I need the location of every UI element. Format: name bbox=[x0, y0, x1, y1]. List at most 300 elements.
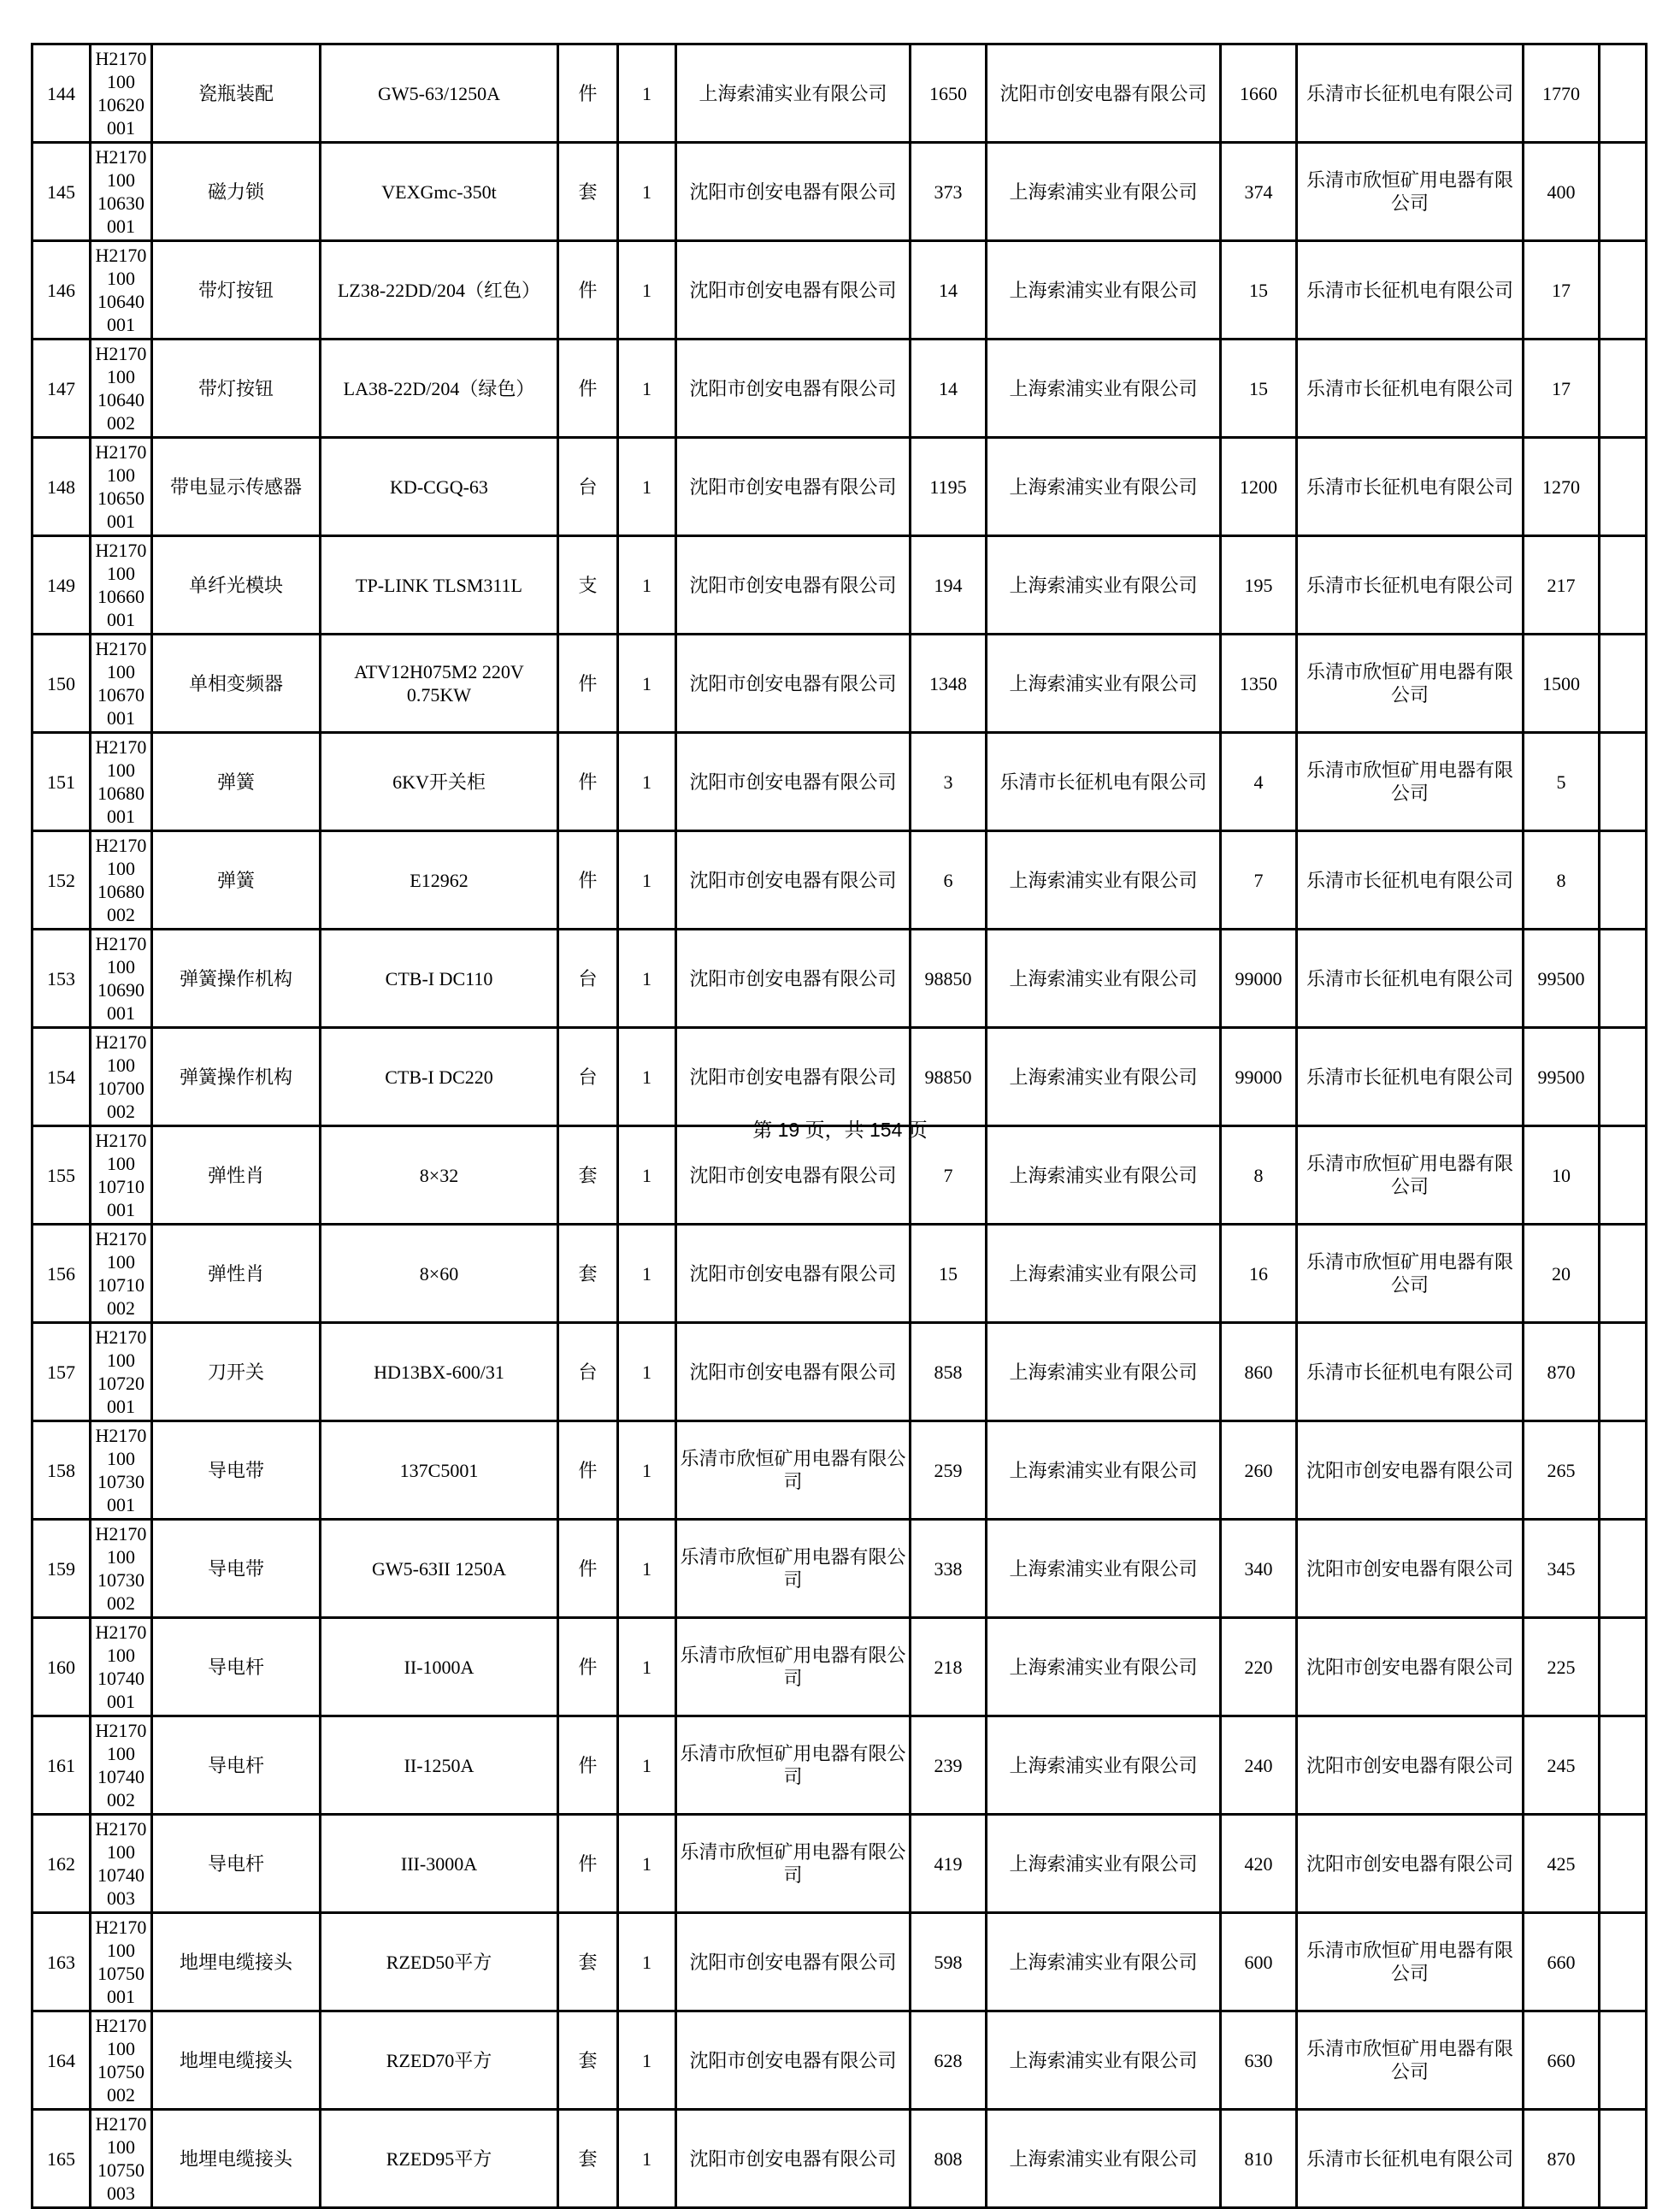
item-model-cell: RZED95平方 bbox=[321, 2110, 558, 2208]
vendor3-name-cell: 乐清市长征机电有限公司 bbox=[1297, 1323, 1524, 1421]
vendor2-price-cell: 7 bbox=[1221, 831, 1297, 930]
item-name-cell: 导电杆 bbox=[152, 1618, 321, 1716]
blank-cell bbox=[1600, 143, 1647, 241]
vendor1-price-cell: 14 bbox=[911, 241, 987, 340]
blank-cell bbox=[1600, 2011, 1647, 2110]
vendor1-price-cell: 628 bbox=[911, 2011, 987, 2110]
item-code-line2: 10750002 bbox=[97, 2061, 144, 2106]
unit-cell: 台 bbox=[558, 438, 618, 536]
vendor2-price-cell: 8 bbox=[1221, 1126, 1297, 1225]
vendor3-name-cell: 沈阳市创安电器有限公司 bbox=[1297, 1421, 1524, 1520]
vendor3-name-cell: 乐清市长征机电有限公司 bbox=[1297, 340, 1524, 438]
vendor1-price-cell: 3 bbox=[911, 733, 987, 831]
row-number-cell: 147 bbox=[32, 340, 91, 438]
vendor2-name-cell: 上海索浦实业有限公司 bbox=[987, 1126, 1221, 1225]
blank-cell bbox=[1600, 1815, 1647, 1913]
vendor2-name-cell: 乐清市长征机电有限公司 bbox=[987, 733, 1221, 831]
vendor1-name-cell: 沈阳市创安电器有限公司 bbox=[676, 1323, 911, 1421]
blank-cell bbox=[1600, 1225, 1647, 1323]
blank-cell bbox=[1600, 2110, 1647, 2208]
unit-cell: 件 bbox=[558, 241, 618, 340]
vendor2-name-cell: 上海索浦实业有限公司 bbox=[987, 831, 1221, 930]
item-name-cell: 单纤光模块 bbox=[152, 536, 321, 635]
item-code-line1: H2170100 bbox=[95, 2113, 147, 2158]
item-name-cell: 地埋电缆接头 bbox=[152, 1913, 321, 2011]
item-name-cell: 弹性肖 bbox=[152, 1126, 321, 1225]
row-number-cell: 156 bbox=[32, 1225, 91, 1323]
vendor1-name-cell: 乐清市欣恒矿用电器有限公司 bbox=[676, 1618, 911, 1716]
vendor2-price-cell: 16 bbox=[1221, 1225, 1297, 1323]
quantity-cell: 1 bbox=[618, 831, 676, 930]
vendor1-name-cell: 沈阳市创安电器有限公司 bbox=[676, 831, 911, 930]
item-code-line2: 10750001 bbox=[97, 1963, 144, 2007]
vendor2-price-cell: 99000 bbox=[1221, 1028, 1297, 1126]
blank-cell bbox=[1600, 1028, 1647, 1126]
item-code-line1: H2170100 bbox=[95, 1917, 147, 1961]
blank-cell bbox=[1600, 1421, 1647, 1520]
table-row bbox=[32, 143, 1647, 241]
vendor3-price-cell: 870 bbox=[1524, 1323, 1600, 1421]
item-model-cell: 8×60 bbox=[321, 1225, 558, 1323]
vendor2-name-cell: 上海索浦实业有限公司 bbox=[987, 1913, 1221, 2011]
item-name-cell: 刀开关 bbox=[152, 1323, 321, 1421]
vendor1-name-cell: 沈阳市创安电器有限公司 bbox=[676, 1028, 911, 1126]
vendor3-price-cell: 20 bbox=[1524, 1225, 1600, 1323]
item-name-cell: 导电带 bbox=[152, 1520, 321, 1618]
table-row bbox=[32, 2110, 1647, 2208]
vendor2-name-cell: 上海索浦实业有限公司 bbox=[987, 536, 1221, 635]
quantity-cell: 1 bbox=[618, 2011, 676, 2110]
item-name-cell: 导电带 bbox=[152, 1421, 321, 1520]
quantity-cell: 1 bbox=[618, 44, 676, 143]
item-code-cell bbox=[91, 44, 152, 143]
blank-cell bbox=[1600, 536, 1647, 635]
vendor2-price-cell: 4 bbox=[1221, 733, 1297, 831]
vendor1-name-cell: 沈阳市创安电器有限公司 bbox=[676, 1126, 911, 1225]
item-code-line2: 10690001 bbox=[97, 979, 144, 1024]
row-number-cell: 165 bbox=[32, 2110, 91, 2208]
vendor2-price-cell: 420 bbox=[1221, 1815, 1297, 1913]
vendor2-price-cell: 1200 bbox=[1221, 438, 1297, 536]
vendor2-name-cell: 上海索浦实业有限公司 bbox=[987, 143, 1221, 241]
item-model-cell: ATV12H075M2 220V 0.75KW bbox=[321, 635, 558, 733]
quantity-cell: 1 bbox=[618, 930, 676, 1028]
vendor1-price-cell: 598 bbox=[911, 1913, 987, 2011]
item-code-line2: 10750003 bbox=[97, 2159, 144, 2204]
item-code-line2: 10720001 bbox=[97, 1373, 144, 1417]
table-row bbox=[32, 340, 1647, 438]
table-row bbox=[32, 1323, 1647, 1421]
item-code-line2: 10740002 bbox=[97, 1766, 144, 1810]
item-code-line1: H2170100 bbox=[95, 638, 147, 682]
blank-cell bbox=[1600, 438, 1647, 536]
vendor1-price-cell: 808 bbox=[911, 2110, 987, 2208]
vendor1-price-cell: 419 bbox=[911, 1815, 987, 1913]
item-code-line2: 10710002 bbox=[97, 1274, 144, 1319]
item-code-line2: 10710001 bbox=[97, 1176, 144, 1220]
vendor1-price-cell: 1348 bbox=[911, 635, 987, 733]
item-model-cell: RZED70平方 bbox=[321, 2011, 558, 2110]
row-number-cell: 148 bbox=[32, 438, 91, 536]
quantity-cell: 1 bbox=[618, 635, 676, 733]
item-model-cell: HD13BX-600/31 bbox=[321, 1323, 558, 1421]
item-code-cell bbox=[91, 340, 152, 438]
item-model-cell: II-1250A bbox=[321, 1716, 558, 1815]
vendor1-price-cell: 1650 bbox=[911, 44, 987, 143]
quantity-cell: 1 bbox=[618, 2110, 676, 2208]
row-number-cell: 144 bbox=[32, 44, 91, 143]
quantity-cell: 1 bbox=[618, 1716, 676, 1815]
item-code-cell bbox=[91, 2011, 152, 2110]
row-number-cell: 159 bbox=[32, 1520, 91, 1618]
blank-cell bbox=[1600, 44, 1647, 143]
vendor2-price-cell: 860 bbox=[1221, 1323, 1297, 1421]
row-number-cell: 157 bbox=[32, 1323, 91, 1421]
vendor2-name-cell: 上海索浦实业有限公司 bbox=[987, 1618, 1221, 1716]
unit-cell: 套 bbox=[558, 1913, 618, 2011]
row-number-cell: 153 bbox=[32, 930, 91, 1028]
item-code-cell bbox=[91, 143, 152, 241]
blank-cell bbox=[1600, 831, 1647, 930]
vendor2-price-cell: 15 bbox=[1221, 241, 1297, 340]
item-model-cell: CTB-I DC220 bbox=[321, 1028, 558, 1126]
quantity-cell: 1 bbox=[618, 733, 676, 831]
quantity-cell: 1 bbox=[618, 1421, 676, 1520]
item-code-line1: H2170100 bbox=[95, 343, 147, 387]
vendor3-price-cell: 225 bbox=[1524, 1618, 1600, 1716]
vendor2-name-cell: 上海索浦实业有限公司 bbox=[987, 340, 1221, 438]
vendor2-price-cell: 810 bbox=[1221, 2110, 1297, 2208]
unit-cell: 套 bbox=[558, 2011, 618, 2110]
item-model-cell: 137C5001 bbox=[321, 1421, 558, 1520]
vendor1-price-cell: 218 bbox=[911, 1618, 987, 1716]
vendor2-price-cell: 600 bbox=[1221, 1913, 1297, 2011]
vendor1-price-cell: 6 bbox=[911, 831, 987, 930]
table-row bbox=[32, 536, 1647, 635]
item-code-line1: H2170100 bbox=[95, 48, 147, 92]
table-row bbox=[32, 1225, 1647, 1323]
item-model-cell: GW5-63/1250A bbox=[321, 44, 558, 143]
unit-cell: 套 bbox=[558, 1126, 618, 1225]
vendor1-name-cell: 沈阳市创安电器有限公司 bbox=[676, 536, 911, 635]
vendor3-name-cell: 乐清市长征机电有限公司 bbox=[1297, 2110, 1524, 2208]
vendor3-name-cell: 乐清市欣恒矿用电器有限公司 bbox=[1297, 1225, 1524, 1323]
vendor1-name-cell: 乐清市欣恒矿用电器有限公司 bbox=[676, 1421, 911, 1520]
vendor1-price-cell: 194 bbox=[911, 536, 987, 635]
item-name-cell: 导电杆 bbox=[152, 1815, 321, 1913]
unit-cell: 件 bbox=[558, 635, 618, 733]
vendor3-price-cell: 870 bbox=[1524, 2110, 1600, 2208]
item-code-line1: H2170100 bbox=[95, 1130, 147, 1174]
item-code-line1: H2170100 bbox=[95, 1031, 147, 1076]
table-row bbox=[32, 1716, 1647, 1815]
item-code-cell bbox=[91, 930, 152, 1028]
unit-cell: 台 bbox=[558, 930, 618, 1028]
vendor3-price-cell: 10 bbox=[1524, 1126, 1600, 1225]
unit-cell: 件 bbox=[558, 44, 618, 143]
item-code-line1: H2170100 bbox=[95, 736, 147, 781]
vendor1-name-cell: 乐清市欣恒矿用电器有限公司 bbox=[676, 1520, 911, 1618]
item-code-cell bbox=[91, 1716, 152, 1815]
vendor1-name-cell: 沈阳市创安电器有限公司 bbox=[676, 1913, 911, 2011]
item-code-line2: 10730002 bbox=[97, 1569, 144, 1614]
item-model-cell: II-1000A bbox=[321, 1618, 558, 1716]
vendor3-name-cell: 乐清市长征机电有限公司 bbox=[1297, 44, 1524, 143]
table-row bbox=[32, 438, 1647, 536]
vendor2-price-cell: 15 bbox=[1221, 340, 1297, 438]
item-code-line2: 10640002 bbox=[97, 389, 144, 434]
item-name-cell: 弹簧操作机构 bbox=[152, 930, 321, 1028]
vendor1-name-cell: 沈阳市创安电器有限公司 bbox=[676, 143, 911, 241]
row-number-cell: 164 bbox=[32, 2011, 91, 2110]
blank-cell bbox=[1600, 1716, 1647, 1815]
item-code-cell bbox=[91, 1815, 152, 1913]
row-number-cell: 155 bbox=[32, 1126, 91, 1225]
item-code-cell bbox=[91, 733, 152, 831]
unit-cell: 件 bbox=[558, 1716, 618, 1815]
vendor1-name-cell: 沈阳市创安电器有限公司 bbox=[676, 241, 911, 340]
item-code-line2: 10660001 bbox=[97, 586, 144, 630]
item-model-cell: KD-CGQ-63 bbox=[321, 438, 558, 536]
vendor3-price-cell: 99500 bbox=[1524, 930, 1600, 1028]
blank-cell bbox=[1600, 930, 1647, 1028]
unit-cell: 件 bbox=[558, 340, 618, 438]
item-model-cell: VEXGmc-350t bbox=[321, 143, 558, 241]
vendor1-name-cell: 沈阳市创安电器有限公司 bbox=[676, 1225, 911, 1323]
item-code-line2: 10670001 bbox=[97, 684, 144, 729]
vendor1-name-cell: 沈阳市创安电器有限公司 bbox=[676, 2011, 911, 2110]
item-code-line1: H2170100 bbox=[95, 1228, 147, 1273]
row-number-cell: 162 bbox=[32, 1815, 91, 1913]
vendor1-name-cell: 沈阳市创安电器有限公司 bbox=[676, 635, 911, 733]
unit-cell: 套 bbox=[558, 143, 618, 241]
item-code-line1: H2170100 bbox=[95, 1326, 147, 1371]
item-code-cell bbox=[91, 1618, 152, 1716]
vendor1-name-cell: 沈阳市创安电器有限公司 bbox=[676, 340, 911, 438]
unit-cell: 件 bbox=[558, 733, 618, 831]
vendor2-price-cell: 340 bbox=[1221, 1520, 1297, 1618]
vendor1-price-cell: 259 bbox=[911, 1421, 987, 1520]
item-name-cell: 地埋电缆接头 bbox=[152, 2011, 321, 2110]
item-code-line2: 10680002 bbox=[97, 881, 144, 925]
vendor1-name-cell: 乐清市欣恒矿用电器有限公司 bbox=[676, 1716, 911, 1815]
item-code-line1: H2170100 bbox=[95, 1523, 147, 1568]
vendor3-name-cell: 乐清市欣恒矿用电器有限公司 bbox=[1297, 1126, 1524, 1225]
item-code-line2: 10730001 bbox=[97, 1471, 144, 1515]
vendor2-price-cell: 220 bbox=[1221, 1618, 1297, 1716]
vendor1-price-cell: 338 bbox=[911, 1520, 987, 1618]
item-code-cell bbox=[91, 1913, 152, 2011]
blank-cell bbox=[1600, 1323, 1647, 1421]
item-model-cell: RZED50平方 bbox=[321, 1913, 558, 2011]
item-code-line2: 10700002 bbox=[97, 1078, 144, 1122]
vendor3-price-cell: 99500 bbox=[1524, 1028, 1600, 1126]
vendor3-price-cell: 17 bbox=[1524, 241, 1600, 340]
item-code-line2: 10650001 bbox=[97, 487, 144, 532]
vendor1-name-cell: 沈阳市创安电器有限公司 bbox=[676, 2110, 911, 2208]
table-row bbox=[32, 241, 1647, 340]
quantity-cell: 1 bbox=[618, 143, 676, 241]
blank-cell bbox=[1600, 733, 1647, 831]
vendor1-name-cell: 沈阳市创安电器有限公司 bbox=[676, 930, 911, 1028]
unit-cell: 支 bbox=[558, 536, 618, 635]
item-code-line1: H2170100 bbox=[95, 540, 147, 584]
item-code-line2: 10740001 bbox=[97, 1668, 144, 1712]
unit-cell: 台 bbox=[558, 1323, 618, 1421]
row-number-cell: 145 bbox=[32, 143, 91, 241]
vendor3-price-cell: 660 bbox=[1524, 1913, 1600, 2011]
item-code-line2: 10680001 bbox=[97, 783, 144, 827]
vendor1-price-cell: 239 bbox=[911, 1716, 987, 1815]
table-row bbox=[32, 635, 1647, 733]
item-model-cell: E12962 bbox=[321, 831, 558, 930]
vendor1-name-cell: 乐清市欣恒矿用电器有限公司 bbox=[676, 1815, 911, 1913]
quantity-cell: 1 bbox=[618, 1815, 676, 1913]
item-code-line2: 10740003 bbox=[97, 1864, 144, 1909]
item-code-cell bbox=[91, 635, 152, 733]
vendor1-price-cell: 15 bbox=[911, 1225, 987, 1323]
quantity-cell: 1 bbox=[618, 1618, 676, 1716]
vendor2-price-cell: 374 bbox=[1221, 143, 1297, 241]
vendor3-price-cell: 5 bbox=[1524, 733, 1600, 831]
page-indicator: 第 19 页，共 154 页 bbox=[752, 1119, 928, 1141]
vendor3-price-cell: 425 bbox=[1524, 1815, 1600, 1913]
item-model-cell: CTB-I DC110 bbox=[321, 930, 558, 1028]
vendor1-name-cell: 沈阳市创安电器有限公司 bbox=[676, 733, 911, 831]
vendor3-name-cell: 乐清市长征机电有限公司 bbox=[1297, 1028, 1524, 1126]
item-name-cell: 磁力锁 bbox=[152, 143, 321, 241]
vendor2-name-cell: 沈阳市创安电器有限公司 bbox=[987, 44, 1221, 143]
row-number-cell: 154 bbox=[32, 1028, 91, 1126]
table-row bbox=[32, 1520, 1647, 1618]
blank-cell bbox=[1600, 1913, 1647, 2011]
item-code-line1: H2170100 bbox=[95, 146, 147, 191]
vendor2-price-cell: 260 bbox=[1221, 1421, 1297, 1520]
vendor3-price-cell: 660 bbox=[1524, 2011, 1600, 2110]
row-number-cell: 149 bbox=[32, 536, 91, 635]
vendor3-price-cell: 8 bbox=[1524, 831, 1600, 930]
item-code-line2: 10630001 bbox=[97, 192, 144, 237]
vendor2-name-cell: 上海索浦实业有限公司 bbox=[987, 930, 1221, 1028]
unit-cell: 件 bbox=[558, 831, 618, 930]
vendor3-price-cell: 217 bbox=[1524, 536, 1600, 635]
item-name-cell: 地埋电缆接头 bbox=[152, 2110, 321, 2208]
vendor3-price-cell: 17 bbox=[1524, 340, 1600, 438]
vendor3-name-cell: 乐清市长征机电有限公司 bbox=[1297, 930, 1524, 1028]
item-code-cell bbox=[91, 536, 152, 635]
unit-cell: 台 bbox=[558, 1028, 618, 1126]
item-model-cell: TP-LINK TLSM311L bbox=[321, 536, 558, 635]
item-code-cell bbox=[91, 1323, 152, 1421]
vendor2-name-cell: 上海索浦实业有限公司 bbox=[987, 438, 1221, 536]
item-model-cell: GW5-63II 1250A bbox=[321, 1520, 558, 1618]
table-row bbox=[32, 1618, 1647, 1716]
quantity-cell: 1 bbox=[618, 241, 676, 340]
vendor1-price-cell: 858 bbox=[911, 1323, 987, 1421]
vendor3-name-cell: 乐清市欣恒矿用电器有限公司 bbox=[1297, 733, 1524, 831]
item-code-line1: H2170100 bbox=[95, 1720, 147, 1764]
vendor1-price-cell: 14 bbox=[911, 340, 987, 438]
item-model-cell: LZ38-22DD/204（红色） bbox=[321, 241, 558, 340]
unit-cell: 套 bbox=[558, 2110, 618, 2208]
item-code-line1: H2170100 bbox=[95, 2015, 147, 2059]
table-row bbox=[32, 1028, 1647, 1126]
vendor1-name-cell: 沈阳市创安电器有限公司 bbox=[676, 438, 911, 536]
table-row bbox=[32, 44, 1647, 143]
vendor2-name-cell: 上海索浦实业有限公司 bbox=[987, 241, 1221, 340]
item-code-line2: 10620001 bbox=[97, 94, 144, 139]
vendor2-name-cell: 上海索浦实业有限公司 bbox=[987, 2110, 1221, 2208]
vendor3-name-cell: 乐清市长征机电有限公司 bbox=[1297, 241, 1524, 340]
vendor1-price-cell: 7 bbox=[911, 1126, 987, 1225]
row-number-cell: 158 bbox=[32, 1421, 91, 1520]
quantity-cell: 1 bbox=[618, 1028, 676, 1126]
item-code-line1: H2170100 bbox=[95, 933, 147, 978]
item-code-line1: H2170100 bbox=[95, 245, 147, 289]
vendor3-price-cell: 345 bbox=[1524, 1520, 1600, 1618]
vendor3-name-cell: 沈阳市创安电器有限公司 bbox=[1297, 1716, 1524, 1815]
vendor3-price-cell: 1270 bbox=[1524, 438, 1600, 536]
vendor2-price-cell: 1660 bbox=[1221, 44, 1297, 143]
item-model-cell: LA38-22D/204（绿色） bbox=[321, 340, 558, 438]
vendor3-name-cell: 沈阳市创安电器有限公司 bbox=[1297, 1520, 1524, 1618]
row-number-cell: 163 bbox=[32, 1913, 91, 2011]
vendor3-name-cell: 沈阳市创安电器有限公司 bbox=[1297, 1815, 1524, 1913]
blank-cell bbox=[1600, 1618, 1647, 1716]
quantity-cell: 1 bbox=[618, 438, 676, 536]
item-name-cell: 弹簧操作机构 bbox=[152, 1028, 321, 1126]
unit-cell: 件 bbox=[558, 1618, 618, 1716]
quantity-cell: 1 bbox=[618, 536, 676, 635]
quantity-cell: 1 bbox=[618, 1225, 676, 1323]
row-number-cell: 150 bbox=[32, 635, 91, 733]
vendor3-name-cell: 乐清市长征机电有限公司 bbox=[1297, 536, 1524, 635]
item-code-line2: 10640001 bbox=[97, 291, 144, 335]
vendor2-price-cell: 630 bbox=[1221, 2011, 1297, 2110]
vendor2-price-cell: 195 bbox=[1221, 536, 1297, 635]
vendor3-price-cell: 265 bbox=[1524, 1421, 1600, 1520]
blank-cell bbox=[1600, 241, 1647, 340]
vendor2-name-cell: 上海索浦实业有限公司 bbox=[987, 1815, 1221, 1913]
item-name-cell: 瓷瓶装配 bbox=[152, 44, 321, 143]
row-number-cell: 151 bbox=[32, 733, 91, 831]
vendor3-name-cell: 乐清市欣恒矿用电器有限公司 bbox=[1297, 1913, 1524, 2011]
item-name-cell: 带电显示传感器 bbox=[152, 438, 321, 536]
vendor2-price-cell: 1350 bbox=[1221, 635, 1297, 733]
item-name-cell: 弹簧 bbox=[152, 831, 321, 930]
quantity-cell: 1 bbox=[618, 1323, 676, 1421]
table-row bbox=[32, 1913, 1647, 2011]
item-code-line1: H2170100 bbox=[95, 1621, 147, 1666]
quantity-cell: 1 bbox=[618, 1520, 676, 1618]
item-code-cell bbox=[91, 1225, 152, 1323]
vendor3-name-cell: 乐清市欣恒矿用电器有限公司 bbox=[1297, 2011, 1524, 2110]
item-name-cell: 导电杆 bbox=[152, 1716, 321, 1815]
table-row bbox=[32, 1815, 1647, 1913]
quantity-cell: 1 bbox=[618, 1126, 676, 1225]
item-model-cell: 8×32 bbox=[321, 1126, 558, 1225]
item-code-line1: H2170100 bbox=[95, 835, 147, 879]
vendor2-name-cell: 上海索浦实业有限公司 bbox=[987, 1716, 1221, 1815]
item-code-cell bbox=[91, 241, 152, 340]
vendor3-name-cell: 乐清市欣恒矿用电器有限公司 bbox=[1297, 143, 1524, 241]
item-name-cell: 弹性肖 bbox=[152, 1225, 321, 1323]
quantity-cell: 1 bbox=[618, 340, 676, 438]
item-model-cell: III-3000A bbox=[321, 1815, 558, 1913]
vendor2-name-cell: 上海索浦实业有限公司 bbox=[987, 1225, 1221, 1323]
item-code-cell bbox=[91, 831, 152, 930]
table-row bbox=[32, 930, 1647, 1028]
